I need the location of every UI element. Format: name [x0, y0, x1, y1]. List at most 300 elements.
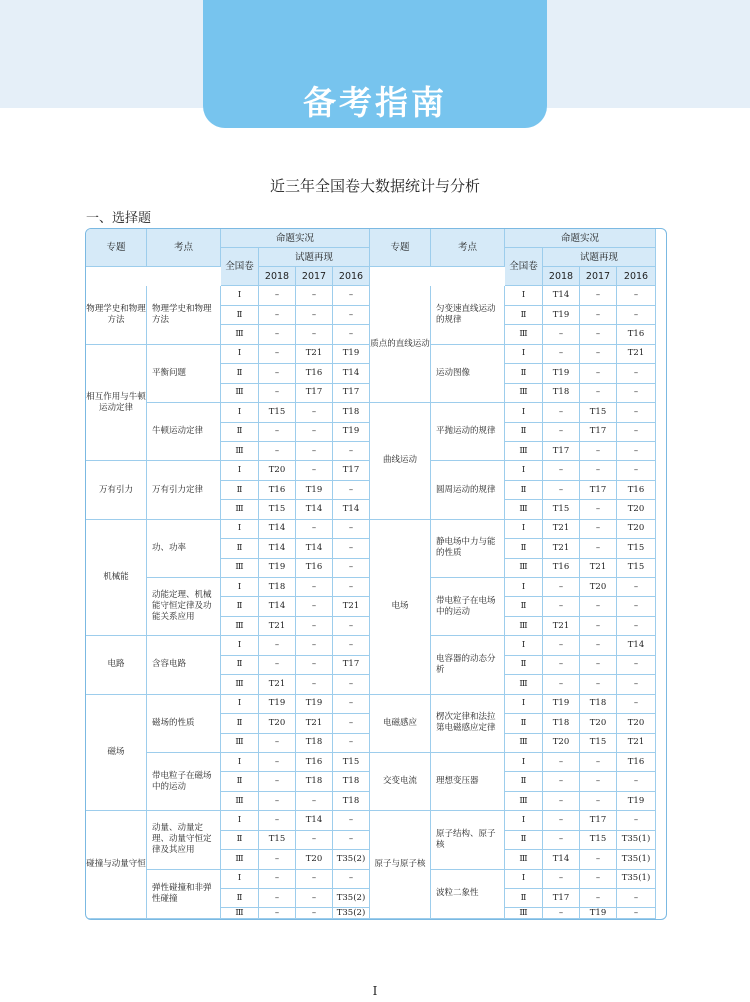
left-topic: 相互作用与牛顿运动定律 — [86, 345, 147, 462]
right-cell: T16 — [617, 481, 656, 500]
right-cell: T17 — [543, 889, 580, 908]
left-topic: 万有引力 — [86, 461, 147, 519]
right-cell: – — [580, 675, 617, 694]
right-cell: – — [617, 384, 656, 403]
left-cell: Ⅲ — [221, 908, 259, 919]
right-cell: T15 — [580, 403, 617, 422]
left-header-actual: 命题实况 — [221, 229, 370, 248]
left-cell: T19 — [259, 695, 296, 714]
left-cell: – — [333, 539, 370, 558]
left-cell: – — [296, 423, 333, 442]
right-cell: Ⅰ — [505, 520, 543, 539]
right-cell: – — [617, 578, 656, 597]
right-cell: – — [580, 461, 617, 480]
left-cell: T14 — [333, 500, 370, 519]
right-topic: 电磁感应 — [370, 695, 431, 753]
left-point: 平衡问题 — [147, 345, 221, 403]
right-cell: – — [543, 753, 580, 772]
left-cell: T15 — [259, 403, 296, 422]
left-cell: – — [333, 286, 370, 305]
right-point: 运动图像 — [431, 345, 505, 403]
right-cell: – — [580, 364, 617, 383]
right-point: 静电场中力与能的性质 — [431, 520, 505, 578]
right-cell: T17 — [543, 442, 580, 461]
left-cell: – — [333, 811, 370, 830]
left-cell: T15 — [259, 500, 296, 519]
left-cell: Ⅱ — [221, 831, 259, 850]
right-cell: – — [580, 636, 617, 655]
right-cell: Ⅱ — [505, 597, 543, 616]
right-cell: T20 — [580, 714, 617, 733]
left-cell: – — [259, 636, 296, 655]
left-cell: – — [296, 325, 333, 344]
right-cell: Ⅰ — [505, 695, 543, 714]
left-topic: 碰撞与动量守恒 — [86, 811, 147, 919]
left-cell: T14 — [259, 539, 296, 558]
left-cell: Ⅲ — [221, 617, 259, 636]
right-topic: 原子与原子核 — [370, 811, 431, 919]
right-cell: – — [617, 908, 656, 919]
right-cell: Ⅱ — [505, 481, 543, 500]
right-cell: Ⅰ — [505, 345, 543, 364]
right-cell: – — [617, 286, 656, 305]
left-cell: T16 — [259, 481, 296, 500]
right-cell: – — [543, 831, 580, 850]
right-point: 原子结构、原子核 — [431, 811, 505, 869]
right-cell: – — [543, 423, 580, 442]
right-cell: Ⅱ — [505, 539, 543, 558]
left-header-reappear: 试题再现 — [259, 248, 370, 267]
right-cell: Ⅱ — [505, 714, 543, 733]
left-cell: T19 — [296, 481, 333, 500]
right-cell: Ⅲ — [505, 559, 543, 578]
right-point: 理想变压器 — [431, 753, 505, 811]
left-cell: – — [333, 520, 370, 539]
right-cell: T18 — [543, 714, 580, 733]
left-cell: T35(2) — [333, 889, 370, 908]
left-cell: – — [333, 481, 370, 500]
right-cell: T18 — [580, 695, 617, 714]
left-topic: 磁场 — [86, 695, 147, 812]
right-cell: Ⅲ — [505, 908, 543, 919]
right-point: 楞次定律和法拉第电磁感应定律 — [431, 695, 505, 753]
left-cell: T18 — [259, 578, 296, 597]
right-cell: T21 — [580, 559, 617, 578]
right-cell: Ⅰ — [505, 286, 543, 305]
left-cell: – — [259, 442, 296, 461]
left-cell: – — [259, 908, 296, 919]
left-cell: T21 — [296, 345, 333, 364]
left-cell: Ⅰ — [221, 870, 259, 889]
left-cell: – — [333, 831, 370, 850]
right-cell: T20 — [617, 500, 656, 519]
right-cell: Ⅱ — [505, 423, 543, 442]
left-header-topic: 专题 — [86, 229, 147, 267]
left-cell: T14 — [259, 520, 296, 539]
right-cell: T20 — [617, 520, 656, 539]
right-topic: 电场 — [370, 520, 431, 695]
right-cell: – — [543, 636, 580, 655]
left-cell: – — [296, 889, 333, 908]
right-cell: – — [580, 617, 617, 636]
left-cell: – — [333, 714, 370, 733]
right-cell: – — [580, 850, 617, 869]
left-cell: – — [296, 675, 333, 694]
left-cell: T18 — [333, 792, 370, 811]
left-cell: – — [259, 753, 296, 772]
right-cell: T21 — [617, 345, 656, 364]
right-cell: T21 — [543, 539, 580, 558]
left-cell: Ⅲ — [221, 792, 259, 811]
left-cell: Ⅱ — [221, 889, 259, 908]
right-cell: T16 — [617, 325, 656, 344]
right-cell: Ⅱ — [505, 364, 543, 383]
left-cell: T17 — [333, 656, 370, 675]
right-point: 波粒二象性 — [431, 870, 505, 919]
right-cell: T19 — [543, 306, 580, 325]
right-point: 匀变速直线运动的规律 — [431, 286, 505, 344]
right-cell: T15 — [617, 559, 656, 578]
right-cell: – — [580, 539, 617, 558]
left-header-year: 2016 — [333, 267, 370, 286]
left-cell: – — [259, 772, 296, 791]
right-cell: T14 — [617, 636, 656, 655]
left-cell: T20 — [296, 850, 333, 869]
left-cell: – — [259, 384, 296, 403]
right-cell: T17 — [580, 481, 617, 500]
left-point: 牛顿运动定律 — [147, 403, 221, 461]
left-cell: – — [333, 870, 370, 889]
right-cell: – — [617, 306, 656, 325]
right-topic: 曲线运动 — [370, 403, 431, 520]
right-cell: Ⅲ — [505, 675, 543, 694]
right-header-point: 考点 — [431, 229, 505, 267]
left-cell: Ⅱ — [221, 306, 259, 325]
right-cell: – — [617, 695, 656, 714]
right-point: 平抛运动的规律 — [431, 403, 505, 461]
left-cell: T35(2) — [333, 850, 370, 869]
left-header-year: 2017 — [296, 267, 333, 286]
left-cell: Ⅱ — [221, 714, 259, 733]
right-cell: T17 — [580, 423, 617, 442]
left-cell: T20 — [259, 714, 296, 733]
right-topic: 质点的直线运动 — [370, 286, 431, 403]
left-cell: Ⅰ — [221, 286, 259, 305]
right-cell: – — [580, 384, 617, 403]
right-header-reappear: 试题再现 — [543, 248, 656, 267]
left-topic: 物理学史和物理方法 — [86, 286, 147, 344]
left-cell: T19 — [296, 695, 333, 714]
right-cell: – — [617, 811, 656, 830]
right-cell: T20 — [543, 734, 580, 753]
left-cell: – — [259, 325, 296, 344]
right-header-actual: 命题实况 — [505, 229, 656, 248]
right-cell: T18 — [543, 384, 580, 403]
right-cell: – — [617, 597, 656, 616]
left-cell: T18 — [333, 772, 370, 791]
right-cell: T15 — [580, 734, 617, 753]
right-cell: – — [580, 889, 617, 908]
left-cell: T14 — [333, 364, 370, 383]
right-cell: – — [580, 286, 617, 305]
right-point: 带电粒子在电场中的运动 — [431, 578, 505, 636]
right-cell: Ⅲ — [505, 384, 543, 403]
left-cell: T17 — [333, 461, 370, 480]
right-cell: – — [543, 403, 580, 422]
left-cell: T19 — [333, 423, 370, 442]
right-cell: Ⅲ — [505, 850, 543, 869]
left-cell: – — [296, 578, 333, 597]
right-cell: – — [543, 792, 580, 811]
left-cell: Ⅱ — [221, 423, 259, 442]
right-cell: – — [543, 481, 580, 500]
left-cell: – — [259, 364, 296, 383]
right-cell: – — [580, 792, 617, 811]
right-cell: T21 — [617, 734, 656, 753]
statistics-grid — [86, 229, 666, 919]
left-point: 含容电路 — [147, 636, 221, 694]
left-point: 物理学史和物理方法 — [147, 286, 221, 344]
left-cell: – — [333, 442, 370, 461]
right-cell: Ⅲ — [505, 500, 543, 519]
left-cell: Ⅱ — [221, 772, 259, 791]
left-cell: – — [296, 461, 333, 480]
left-cell: Ⅲ — [221, 325, 259, 344]
left-header-point: 考点 — [147, 229, 221, 267]
left-cell: T35(2) — [333, 908, 370, 919]
left-cell: – — [259, 286, 296, 305]
right-cell: – — [617, 461, 656, 480]
left-cell: – — [296, 831, 333, 850]
right-cell: T20 — [580, 578, 617, 597]
right-cell: Ⅰ — [505, 636, 543, 655]
left-cell: – — [333, 559, 370, 578]
right-cell: Ⅱ — [505, 656, 543, 675]
left-cell: – — [259, 306, 296, 325]
left-cell: T14 — [296, 500, 333, 519]
left-cell: Ⅰ — [221, 461, 259, 480]
left-cell: Ⅲ — [221, 442, 259, 461]
left-cell: – — [333, 578, 370, 597]
right-cell: – — [543, 461, 580, 480]
left-cell: T21 — [333, 597, 370, 616]
left-cell: Ⅰ — [221, 578, 259, 597]
right-cell: – — [617, 442, 656, 461]
right-topic: 交变电流 — [370, 753, 431, 811]
left-cell: – — [333, 325, 370, 344]
left-cell: – — [259, 423, 296, 442]
left-cell: Ⅱ — [221, 364, 259, 383]
right-cell: T14 — [543, 850, 580, 869]
section-label: 一、选择题 — [86, 211, 152, 226]
right-cell: Ⅲ — [505, 442, 543, 461]
right-cell: – — [580, 325, 617, 344]
right-cell: – — [543, 772, 580, 791]
right-cell: – — [617, 772, 656, 791]
left-cell: – — [296, 617, 333, 636]
left-cell: Ⅱ — [221, 597, 259, 616]
left-cell: – — [259, 850, 296, 869]
left-cell: T16 — [296, 559, 333, 578]
right-cell: Ⅱ — [505, 889, 543, 908]
left-cell: T20 — [259, 461, 296, 480]
left-cell: T21 — [259, 617, 296, 636]
left-cell: – — [259, 345, 296, 364]
left-cell: – — [296, 520, 333, 539]
left-cell: Ⅰ — [221, 345, 259, 364]
right-cell: – — [580, 345, 617, 364]
left-cell: Ⅲ — [221, 675, 259, 694]
right-cell: T21 — [543, 617, 580, 636]
right-cell: – — [580, 772, 617, 791]
left-cell: Ⅲ — [221, 559, 259, 578]
statistics-table — [85, 228, 667, 920]
left-cell: Ⅱ — [221, 656, 259, 675]
right-cell: – — [617, 617, 656, 636]
left-cell: – — [333, 675, 370, 694]
left-cell: Ⅲ — [221, 384, 259, 403]
right-cell: T20 — [617, 714, 656, 733]
right-point: 电容器的动态分析 — [431, 636, 505, 694]
page-title: 备考指南 — [303, 83, 447, 122]
left-cell: Ⅰ — [221, 753, 259, 772]
left-point: 功、功率 — [147, 520, 221, 578]
left-cell: – — [296, 656, 333, 675]
left-cell: – — [296, 908, 333, 919]
left-cell: – — [333, 695, 370, 714]
right-cell: – — [543, 345, 580, 364]
left-cell: T17 — [296, 384, 333, 403]
right-cell: T35(1) — [617, 850, 656, 869]
left-point: 万有引力定律 — [147, 461, 221, 519]
left-cell: T14 — [259, 597, 296, 616]
left-cell: Ⅲ — [221, 734, 259, 753]
right-cell: Ⅱ — [505, 306, 543, 325]
left-point: 带电粒子在磁场中的运动 — [147, 753, 221, 811]
left-cell: Ⅱ — [221, 539, 259, 558]
left-cell: T15 — [333, 753, 370, 772]
right-cell: – — [617, 675, 656, 694]
left-cell: – — [296, 636, 333, 655]
right-cell: Ⅲ — [505, 792, 543, 811]
left-point: 动量、动量定理、动量守恒定律及其应用 — [147, 811, 221, 869]
left-cell: T14 — [296, 811, 333, 830]
right-header-year: 2018 — [543, 267, 580, 286]
right-cell: – — [580, 442, 617, 461]
left-cell: T17 — [333, 384, 370, 403]
left-point: 动能定理、机械能守恒定律及功能关系应用 — [147, 578, 221, 636]
left-cell: – — [259, 792, 296, 811]
left-cell: – — [333, 306, 370, 325]
right-cell: Ⅲ — [505, 325, 543, 344]
right-cell: – — [580, 520, 617, 539]
right-cell: T19 — [543, 364, 580, 383]
right-cell: – — [543, 811, 580, 830]
right-cell: – — [617, 423, 656, 442]
right-cell: Ⅱ — [505, 772, 543, 791]
left-header-year: 2018 — [259, 267, 296, 286]
right-header-year: 2016 — [617, 267, 656, 286]
right-cell: – — [580, 656, 617, 675]
left-cell: T16 — [296, 753, 333, 772]
right-cell: – — [617, 656, 656, 675]
left-header-paper: 全国卷 — [221, 248, 259, 286]
right-cell: T35(1) — [617, 831, 656, 850]
left-cell: Ⅰ — [221, 636, 259, 655]
right-cell: – — [617, 403, 656, 422]
left-cell: T21 — [296, 714, 333, 733]
left-cell: Ⅰ — [221, 811, 259, 830]
right-cell: T35(1) — [617, 870, 656, 889]
right-header-topic: 专题 — [370, 229, 431, 267]
right-cell: Ⅲ — [505, 617, 543, 636]
right-cell: Ⅰ — [505, 578, 543, 597]
left-cell: T19 — [259, 559, 296, 578]
right-cell: – — [543, 597, 580, 616]
right-cell: T16 — [543, 559, 580, 578]
right-cell: – — [543, 656, 580, 675]
right-cell: – — [543, 908, 580, 919]
left-cell: T19 — [333, 345, 370, 364]
left-cell: T18 — [333, 403, 370, 422]
left-cell: T16 — [296, 364, 333, 383]
page-number: I — [372, 984, 378, 998]
left-cell: Ⅲ — [221, 500, 259, 519]
right-cell: Ⅰ — [505, 870, 543, 889]
left-cell: – — [333, 734, 370, 753]
right-cell: T17 — [580, 811, 617, 830]
right-header-year: 2017 — [580, 267, 617, 286]
left-point: 磁场的性质 — [147, 695, 221, 753]
right-cell: T21 — [543, 520, 580, 539]
left-cell: – — [259, 870, 296, 889]
right-cell: Ⅱ — [505, 831, 543, 850]
left-topic: 电路 — [86, 636, 147, 694]
right-cell: Ⅲ — [505, 734, 543, 753]
right-cell: T14 — [543, 286, 580, 305]
table-title: 近三年全国卷大数据统计与分析 — [269, 177, 480, 195]
right-cell: – — [580, 870, 617, 889]
left-cell: T18 — [296, 734, 333, 753]
right-cell: Ⅰ — [505, 461, 543, 480]
left-cell: T14 — [296, 539, 333, 558]
right-cell: Ⅰ — [505, 753, 543, 772]
right-cell: T19 — [617, 792, 656, 811]
left-cell: Ⅰ — [221, 520, 259, 539]
right-cell: – — [580, 597, 617, 616]
right-cell: – — [617, 889, 656, 908]
right-cell: – — [543, 325, 580, 344]
left-topic: 机械能 — [86, 520, 147, 637]
left-cell: Ⅰ — [221, 403, 259, 422]
right-cell: – — [543, 578, 580, 597]
right-cell: T19 — [580, 908, 617, 919]
left-cell: T15 — [259, 831, 296, 850]
left-cell: – — [296, 792, 333, 811]
right-cell: Ⅰ — [505, 403, 543, 422]
left-cell: – — [259, 734, 296, 753]
left-cell: T18 — [296, 772, 333, 791]
right-cell: – — [543, 675, 580, 694]
right-cell: T16 — [617, 753, 656, 772]
right-cell: – — [580, 500, 617, 519]
left-cell: – — [333, 636, 370, 655]
left-cell: – — [296, 286, 333, 305]
right-cell: – — [543, 870, 580, 889]
left-cell: – — [333, 617, 370, 636]
left-cell: Ⅲ — [221, 850, 259, 869]
left-cell: T21 — [259, 675, 296, 694]
